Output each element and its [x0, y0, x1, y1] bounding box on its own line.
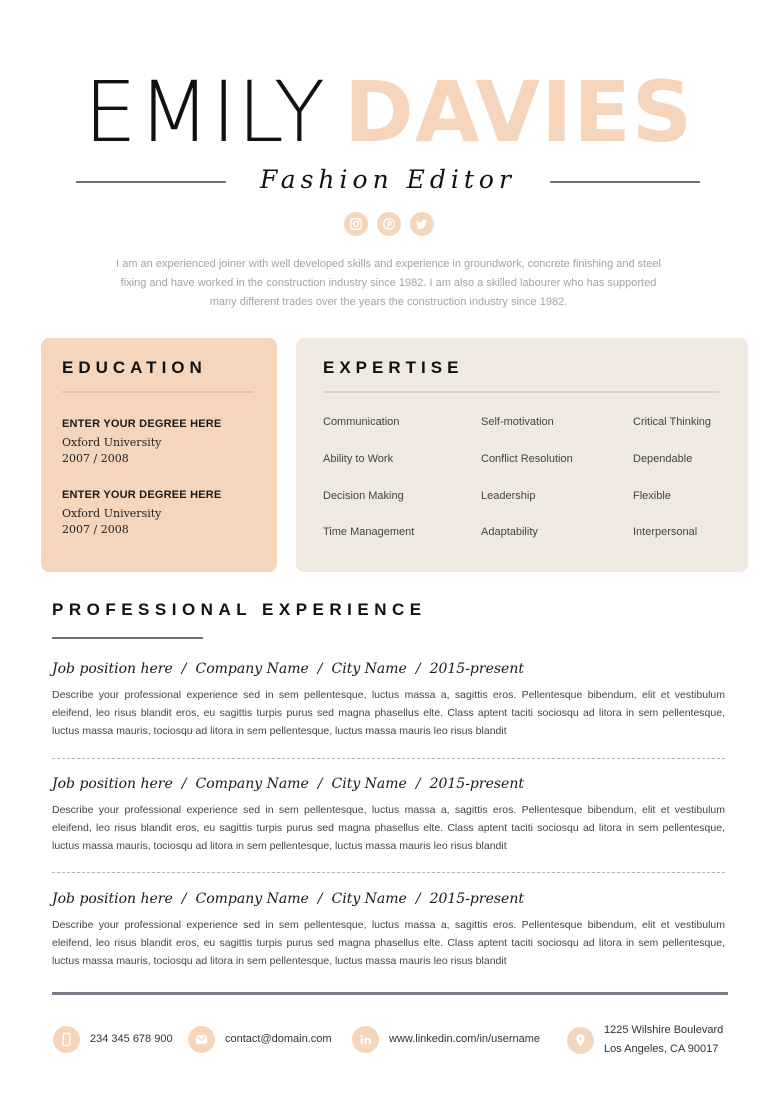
- skill-item: Interpersonal: [633, 526, 698, 538]
- phone-number: 234 345 678 900: [90, 1033, 173, 1045]
- education-years: 2007 / 2008: [62, 523, 129, 536]
- skill-item: Adaptability: [481, 526, 538, 538]
- job-period: 2015-present: [429, 776, 524, 792]
- degree-name: ENTER YOUR DEGREE HERE: [62, 418, 222, 430]
- linkedin-icon: [352, 1026, 379, 1053]
- instagram-icon[interactable]: [344, 212, 368, 236]
- education-panel: [41, 338, 277, 572]
- skill-item: Decision Making: [323, 490, 404, 502]
- job-heading: Job position here / Company Name / City Name / 2015-present: [52, 661, 524, 677]
- skill-item: Ability to Work: [323, 453, 394, 465]
- expertise-divider: [323, 391, 719, 393]
- education-item: [62, 489, 221, 536]
- skill-item: Dependable: [633, 453, 693, 465]
- address-line-1: 1225 Wilshire Boulevard: [604, 1024, 724, 1036]
- contact-email: [188, 1026, 332, 1053]
- job-description: Describe your professional experience sed in sem pellentesque, luctus massa a, sagittis eros. Pellentesque bibendum, elit et vestibulum eleifend, leo risus blandit eros, eu sagittis turpis purus sed magna phasellus elte. Class aptent taciti sociosqu ad litora in sem pellentesque, luctus massa mauris, tociosqu ad litora in sem pellentesque, luctus massa mauris leo risus blandit: [52, 804, 725, 852]
- name-heading: [0, 62, 777, 162]
- contact-address: [567, 1021, 723, 1059]
- first-name: EMILY: [83, 63, 327, 161]
- job-city: City Name: [331, 776, 407, 792]
- skill-item: Critical Thinking: [633, 416, 712, 428]
- job-heading: Job position here / Company Name / City Name / 2015-present: [52, 776, 524, 792]
- school-name: Oxford University: [62, 436, 162, 449]
- email-address[interactable]: contact@domain.com: [225, 1033, 332, 1045]
- experience-heading: PROFESSIONAL EXPERIENCE: [52, 600, 427, 619]
- entry-separator: [52, 758, 725, 759]
- contact-phone: [53, 1026, 173, 1053]
- school-name: Oxford University: [62, 507, 162, 520]
- twitter-icon[interactable]: [410, 212, 434, 236]
- linkedin-url[interactable]: www.linkedin.com/in/username: [389, 1033, 541, 1045]
- skill-item: Communication: [323, 416, 400, 428]
- job-title-row: [76, 165, 700, 199]
- education-item: [62, 418, 221, 465]
- skill-item: Flexible: [633, 490, 671, 502]
- job-title: Fashion Editor: [260, 165, 516, 194]
- address-line-2: Los Angeles, CA 90017: [604, 1043, 719, 1055]
- entry-separator: [52, 872, 725, 873]
- experience-divider: [52, 637, 203, 639]
- job-position: Job position here: [52, 891, 173, 907]
- address-block: [604, 1021, 723, 1059]
- location-pin-icon: [567, 1027, 594, 1054]
- job-city: City Name: [331, 891, 407, 907]
- degree-name: ENTER YOUR DEGREE HERE: [62, 489, 222, 501]
- profile-summary: I am an experienced joiner with well developed skills and experience in groundwork, concrete finishing and steel fixing and have worked in the construction industry since 1982. I am also a skilled labourer who has supported many different trades over the years the construction industry since 1982.: [116, 258, 661, 308]
- skill-item: Self-motivation: [481, 416, 554, 428]
- skill-item: Leadership: [481, 490, 536, 502]
- experience-entry: [52, 891, 725, 970]
- job-company: Company Name: [195, 776, 309, 792]
- job-description: Describe your professional experience sed in sem pellentesque, luctus massa a, sagittis eros. Pellentesque bibendum, elit et vestibulum eleifend, leo risus blandit eros, eu sagittis turpis purus sed magna phasellus elte. Class aptent taciti sociosqu ad litora in sem pellentesque, luctus massa mauris, tociosqu ad litora in sem pellentesque, luctus massa mauris leo risus blandit: [52, 919, 725, 967]
- job-period: 2015-present: [429, 891, 524, 907]
- job-position: Job position here: [52, 776, 173, 792]
- job-position: Job position here: [52, 661, 173, 677]
- job-company: Company Name: [195, 661, 309, 677]
- contact-linkedin: [352, 1026, 540, 1053]
- education-heading: EDUCATION: [62, 358, 207, 377]
- footer-divider: [52, 992, 728, 995]
- expertise-panel: [296, 338, 748, 572]
- title-divider-right: [550, 181, 700, 183]
- experience-entry: [52, 776, 725, 855]
- expertise-heading: EXPERTISE: [323, 358, 464, 377]
- education-divider: [62, 391, 254, 393]
- social-links: [344, 212, 434, 236]
- job-description: Describe your professional experience sed in sem pellentesque, luctus massa a, sagittis eros. Pellentesque bibendum, elit et vestibulum eleifend, leo risus blandit eros, eu sagittis turpis purus sed magna phasellus elte. Class aptent taciti sociosqu ad litora in sem pellentesque, luctus massa mauris, tociosqu ad litora in sem pellentesque, luctus massa mauris leo risus blandit: [52, 689, 725, 737]
- skill-item: Conflict Resolution: [481, 453, 573, 465]
- job-period: 2015-present: [429, 661, 524, 677]
- experience-entry: [52, 661, 725, 740]
- last-name: DAVIES: [344, 63, 694, 161]
- job-heading: Job position here / Company Name / City Name / 2015-present: [52, 891, 524, 907]
- job-company: Company Name: [195, 891, 309, 907]
- job-city: City Name: [331, 661, 407, 677]
- email-icon: [188, 1026, 215, 1053]
- pinterest-icon[interactable]: [377, 212, 401, 236]
- skill-item: Time Management: [323, 526, 415, 538]
- education-years: 2007 / 2008: [62, 452, 129, 465]
- phone-icon: [53, 1026, 80, 1053]
